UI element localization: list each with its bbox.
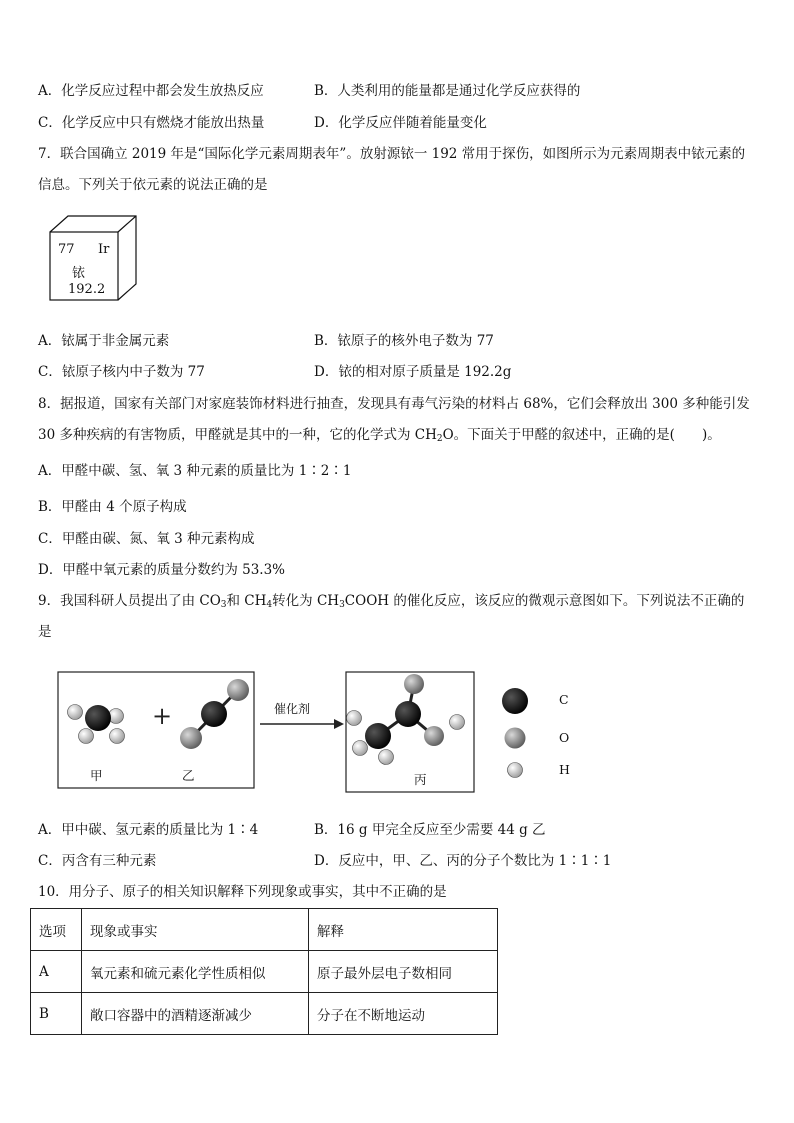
table-cell: A bbox=[31, 951, 82, 993]
element-atomic-number: 77 bbox=[58, 242, 75, 257]
table-row bbox=[31, 993, 498, 1035]
q7-option-d: D．铱的相对原子质量是 192.2g bbox=[314, 364, 512, 380]
q9-stem-p4: COOH 的催化反应，该反应的微观示意图如下。下列说法不正确的 bbox=[344, 593, 745, 609]
table-header-cell: 选项 bbox=[31, 909, 82, 951]
q9-stem-line1 bbox=[38, 592, 744, 610]
q9-option-a: A．甲中碳、氢元素的质量比为 1∶4 bbox=[38, 822, 259, 838]
q8-option-d: D．甲醛中氧元素的质量分数约为 53.3% bbox=[38, 562, 286, 578]
q10-table bbox=[30, 908, 498, 1035]
q9-option-d: D．反应中，甲、乙、丙的分子个数比为 1∶1∶1 bbox=[314, 853, 612, 869]
q6-option-b: B．人类利用的能量都是通过化学反应获得的 bbox=[314, 83, 581, 99]
table-cell: 原子最外层电子数相同 bbox=[309, 951, 498, 993]
element-cell-iridium bbox=[48, 214, 140, 302]
legend bbox=[502, 688, 528, 778]
legend-label-o: O bbox=[559, 730, 570, 745]
legend-label-h: H bbox=[559, 762, 570, 777]
q9-option-b: B．16 g 甲完全反应至少需要 44 g 乙 bbox=[314, 822, 546, 838]
q8-stem-sub: 2 bbox=[436, 434, 443, 444]
q6-option-a: A．化学反应过程中都会发生放热反应 bbox=[38, 83, 264, 99]
q9-stem-p1: 9．我国科研人员提出了由 CO bbox=[38, 593, 221, 609]
q9-stem-s3: 3 bbox=[339, 600, 345, 610]
table-cell: B bbox=[31, 993, 82, 1035]
table-cell: 分子在不断地运动 bbox=[309, 993, 498, 1035]
q7-option-c: C．铱原子核内中子数为 77 bbox=[38, 364, 205, 380]
element-atomic-mass: 192.2 bbox=[68, 282, 106, 297]
q10-stem: 10．用分子、原子的相关知识解释下列现象或事实，其中不正确的是 bbox=[38, 884, 447, 900]
table-header-cell: 现象或事实 bbox=[82, 909, 309, 951]
q9-stem-p3: 转化为 CH bbox=[272, 593, 340, 609]
label-jia: 甲 bbox=[90, 768, 103, 783]
table-cell: 敞口容器中的酒精逐渐减少 bbox=[82, 993, 309, 1035]
plus-sign: + bbox=[152, 702, 173, 730]
q9-stem-s2: 4 bbox=[266, 600, 273, 610]
q8-option-a: A．甲醛中碳、氢、氧 3 种元素的质量比为 1∶2∶1 bbox=[38, 463, 352, 479]
table-row bbox=[31, 951, 498, 993]
legend-label-c: C bbox=[559, 692, 569, 707]
q9-stem-line2: 是 bbox=[38, 624, 52, 640]
catalyst-label: 催化剂 bbox=[274, 702, 311, 716]
reaction-diagram bbox=[56, 668, 616, 798]
table-cell: 氧元素和硫元素化学性质相似 bbox=[82, 951, 309, 993]
q7-stem-line2: 信息。下列关于依元素的说法正确的是 bbox=[38, 177, 268, 193]
q8-option-c: C．甲醛由碳、氮、氧 3 种元素构成 bbox=[38, 531, 255, 547]
q9-option-c: C．丙含有三种元素 bbox=[38, 853, 157, 869]
q6-option-d: D．化学反应伴随着能量变化 bbox=[314, 115, 487, 131]
q7-stem-line1: 7．联合国确立 2019 年是“国际化学元素周期表年”。放射源铱一 192 常用于探伤，如图所示为元素周期表中铱元素的 bbox=[38, 146, 746, 162]
reaction-diagram-graphic bbox=[56, 668, 616, 798]
q8-stem-line2 bbox=[38, 426, 721, 444]
q6-option-c: C．化学反应中只有燃烧才能放出热量 bbox=[38, 115, 265, 131]
q9-stem-s1: 3 bbox=[220, 600, 227, 610]
table-header-cell: 解释 bbox=[309, 909, 498, 951]
table-header-row bbox=[31, 909, 498, 951]
label-bing: 丙 bbox=[414, 772, 427, 787]
q7-option-b: B．铱原子的核外电子数为 77 bbox=[314, 333, 494, 349]
q7-option-a: A．铱属于非金属元素 bbox=[38, 333, 170, 349]
element-name: 铱 bbox=[72, 266, 86, 281]
q8-stem-text-a: 30 多种疾病的有害物质，甲醛就是其中的一种，它的化学式为 CH bbox=[38, 427, 437, 443]
q8-stem-text-b: O。下面关于甲醛的叙述中，正确的是( )。 bbox=[442, 427, 721, 443]
label-yi: 乙 bbox=[182, 768, 195, 783]
q8-option-b: B．甲醛由 4 个原子构成 bbox=[38, 499, 187, 515]
element-symbol: Ir bbox=[98, 242, 110, 257]
q8-stem-line1: 8．据报道，国家有关部门对家庭装饰材料进行抽查，发现具有毒气污染的材料占 68%，它们会释放出 300 多种能引发 bbox=[38, 396, 750, 412]
q9-stem-p2: 和 CH bbox=[226, 593, 267, 609]
